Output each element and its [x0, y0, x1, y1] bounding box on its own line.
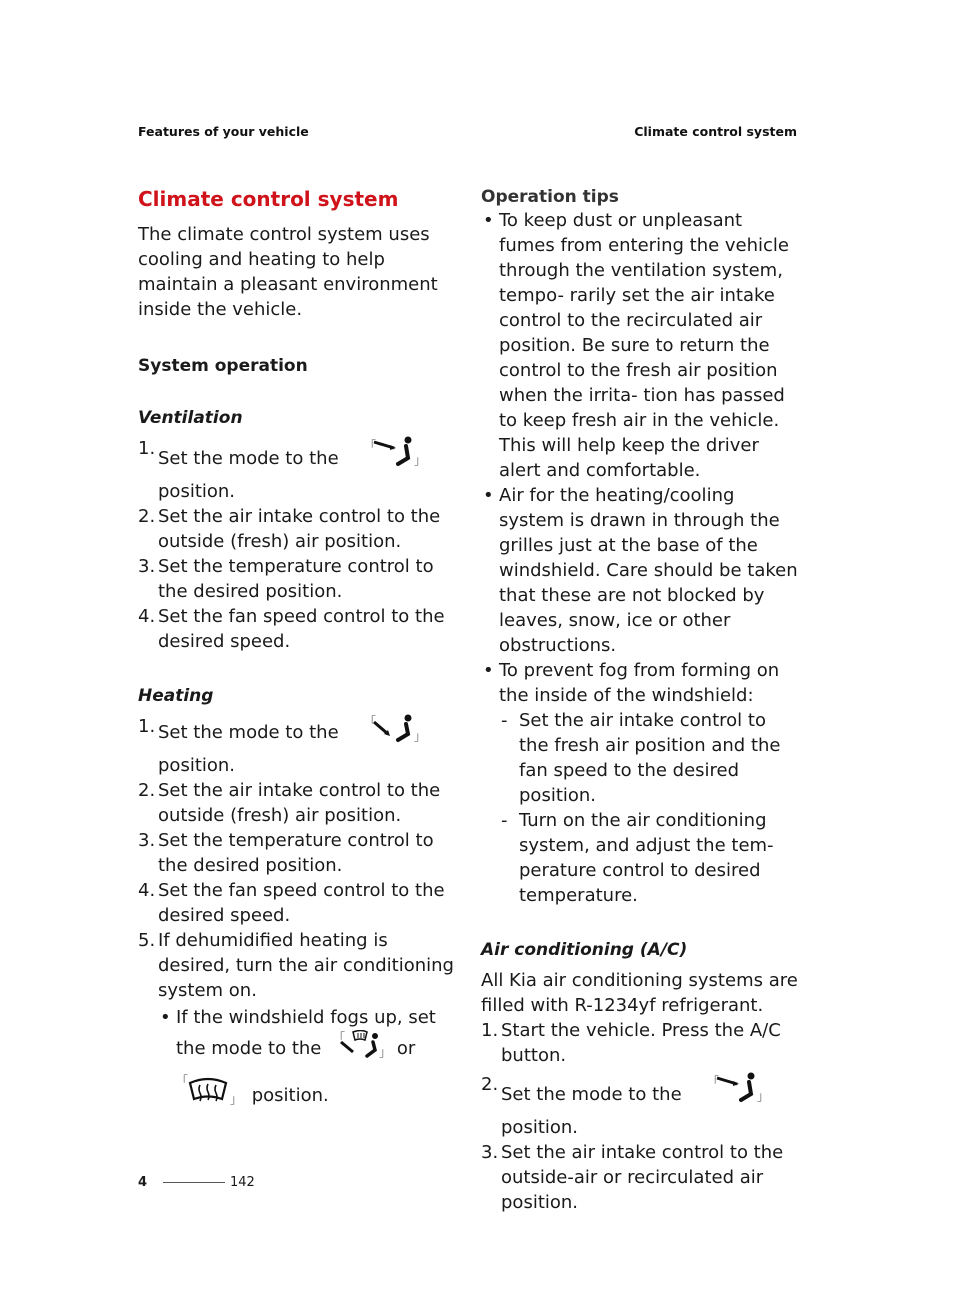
svg-text:」: 」	[414, 453, 427, 467]
fog-prevention-list	[481, 708, 801, 908]
intro-paragraph: The climate control system uses cooling and heating to help maintain a pleasant environment inside the vehicle.	[138, 224, 438, 320]
svg-text:」: 」	[414, 729, 427, 743]
floor-defrost-mode-icon	[333, 1030, 391, 1067]
svg-text:」: 」	[379, 1045, 392, 1059]
svg-text:「: 「	[364, 715, 377, 729]
header-section: Features of your vehicle	[138, 124, 309, 139]
ac-steps	[481, 1018, 801, 1215]
heating-sub-bullets	[158, 1005, 458, 1114]
svg-text:「: 「	[707, 1075, 720, 1089]
ventilation-steps	[138, 436, 458, 654]
ac-intro: All Kia air conditioning systems are filled with R-1234yf refrigerant.	[481, 970, 798, 1016]
defrost-icon	[176, 1073, 242, 1114]
list-item: • If the windshield fogs up, set the mode to the 「 」 or 「 」 position.	[158, 1005, 458, 1114]
list-item: 3. Set the temperature control to the desired position.	[138, 556, 434, 602]
list-item: - Turn on the air conditioning system, and adjust the tem- perature control to desired temperature.	[501, 810, 774, 906]
left-column	[138, 186, 458, 1114]
list-item: • To prevent fog from forming on the inside of the windshield:	[483, 660, 780, 706]
right-column	[481, 186, 801, 1215]
header-chapter: Climate control system	[634, 124, 797, 139]
section-number: 4	[138, 1175, 148, 1190]
heating-steps	[138, 714, 458, 1114]
svg-text:「: 「	[176, 1074, 189, 1088]
ventilation-heading: Ventilation	[138, 408, 243, 428]
footer-divider	[163, 1182, 225, 1183]
list-item: 2. Set the air intake control to the outside (fresh) air position.	[138, 780, 441, 826]
vent-mode-icon	[707, 1072, 769, 1113]
list-item: 2. Set the mode to the 「 」 position.	[481, 1074, 770, 1138]
list-item: 4. Set the fan speed control to the desired speed.	[138, 606, 445, 652]
list-item: 5. If dehumidified heating is desired, turn the air conditioning system on. • If the windshield fogs up, set the mode to the 「 」 or 「 」 position.	[138, 928, 458, 1114]
vent-mode-icon	[364, 436, 426, 477]
list-item: 1. Start the vehicle. Press the A/C button.	[481, 1020, 781, 1066]
list-item: • Air for the heating/cooling system is drawn in through the grilles just at the base of the windshield. Care should be taken that these are not blocked by leaves, snow, ice or other obstructions.	[483, 485, 798, 656]
ac-heading: Air conditioning (A/C)	[481, 940, 688, 960]
list-item: 2. Set the air intake control to the outside (fresh) air position.	[138, 506, 441, 552]
svg-text:「: 「	[364, 439, 377, 453]
page-title: Climate control system	[138, 187, 399, 211]
list-item: 1. Set the mode to the 「 」 position.	[138, 715, 427, 776]
list-item: 3. Set the temperature control to the desired position.	[138, 830, 434, 876]
floor-mode-icon	[364, 714, 426, 751]
list-item: 1. Set the mode to the 「 」 position.	[138, 438, 427, 502]
operation-tips-list	[481, 208, 801, 708]
list-item: - Set the air intake control to the fresh air position and the fan speed to the desired position.	[501, 710, 781, 806]
list-item: 4. Set the fan speed control to the desired speed.	[138, 880, 445, 926]
svg-text:」: 」	[757, 1089, 770, 1103]
heating-heading: Heating	[138, 686, 214, 706]
svg-text:」: 」	[230, 1092, 242, 1106]
operation-tips-heading: Operation tips	[481, 187, 619, 207]
page-number: 142	[230, 1175, 255, 1190]
system-operation-heading: System operation	[138, 356, 308, 376]
list-item: • To keep dust or unpleasant fumes from entering the vehicle through the ventilation system, tempo- rarily set the air intake control to the recirculated air position. Be sure to return the control to the fresh air position when the irrita- tion has passed to keep fresh air in the vehicle. This will help keep the driver alert and comfortable.	[483, 210, 790, 481]
svg-text:「: 「	[333, 1031, 346, 1045]
list-item: 3. Set the air intake control to the outside-air or recirculated air position.	[481, 1142, 784, 1213]
